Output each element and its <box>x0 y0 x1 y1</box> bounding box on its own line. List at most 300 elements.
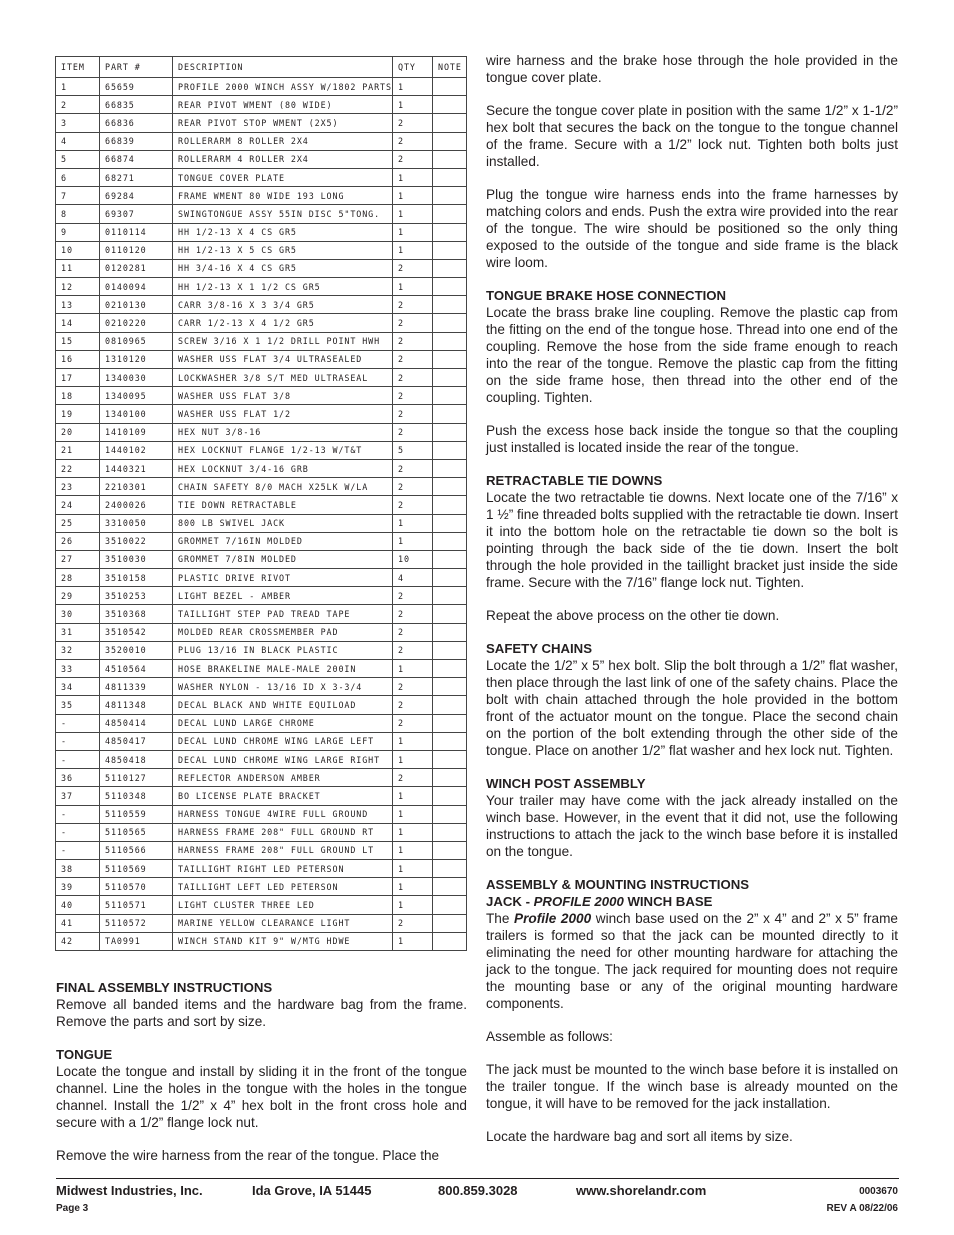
cell-part-number: 3510030 <box>100 550 173 568</box>
profile-heading-text: PROFILE 2000 <box>533 894 624 909</box>
cell-item: 13 <box>56 296 100 314</box>
cell-item: 28 <box>56 569 100 587</box>
cell-qty: 2 <box>393 641 433 659</box>
cell-item: 34 <box>56 678 100 696</box>
cell-qty: 1 <box>393 823 433 841</box>
tongue-wire-text: Remove the wire harness from the rear of the tongue. Place the <box>56 1148 440 1163</box>
table-row <box>56 78 467 96</box>
cell-description: HARNESS FRAME 208" FULL GROUND RT <box>173 823 393 841</box>
cell-qty: 1 <box>393 241 433 259</box>
assemble-text: Assemble as follows: <box>486 1029 613 1044</box>
cell-qty: 2 <box>393 714 433 732</box>
cell-note <box>433 387 467 405</box>
cell-description: GROMMET 7/8IN MOLDED <box>173 550 393 568</box>
cell-part-number: 5110572 <box>100 914 173 932</box>
cell-qty: 1 <box>393 514 433 532</box>
cell-part-number: 3510368 <box>100 605 173 623</box>
header-note: NOTE <box>433 57 467 78</box>
footer-city: Ida Grove, IA 51445 <box>252 1183 372 1198</box>
cell-part-number: 5110569 <box>100 860 173 878</box>
table-row <box>56 932 467 950</box>
table-row <box>56 187 467 205</box>
cell-description: ROLLERARM 8 ROLLER 2X4 <box>173 132 393 150</box>
cell-qty: 1 <box>393 78 433 96</box>
cell-item: 2 <box>56 96 100 114</box>
cell-item: - <box>56 714 100 732</box>
table-row <box>56 459 467 477</box>
cell-description: LIGHT BEZEL - AMBER <box>173 587 393 605</box>
cell-note <box>433 332 467 350</box>
right-text-column <box>486 52 898 1145</box>
cell-description: REAR PIVOT WMENT (80 WIDE) <box>173 96 393 114</box>
cell-note <box>433 350 467 368</box>
hardware-bag-text: Locate the hardware bag and sort all items by size. <box>486 1129 793 1144</box>
cell-note <box>433 932 467 950</box>
cell-part-number: 3510542 <box>100 623 173 641</box>
cell-part-number: 1440102 <box>100 441 173 459</box>
cell-item: 35 <box>56 696 100 714</box>
cell-part-number: 5110348 <box>100 787 173 805</box>
cell-part-number: 3510158 <box>100 569 173 587</box>
cell-qty: 2 <box>393 405 433 423</box>
cell-qty: 2 <box>393 332 433 350</box>
table-row <box>56 860 467 878</box>
cell-description: TAILLIGHT STEP PAD TREAD TAPE <box>173 605 393 623</box>
cell-item: 24 <box>56 496 100 514</box>
cell-item: 19 <box>56 405 100 423</box>
cell-qty: 2 <box>393 259 433 277</box>
tongue-text: Locate the tongue and install by sliding it in the front of the tongue channel. Line the holes in the tongue with the holes in the tongue channel. Install the 1/2” x 4” hex bolt in the front cross hole and secure with a 1/2” flange lock nut. <box>56 1064 467 1130</box>
cell-part-number: 1340030 <box>100 369 173 387</box>
table-row <box>56 605 467 623</box>
cell-note <box>433 696 467 714</box>
cell-qty: 1 <box>393 896 433 914</box>
table-row <box>56 896 467 914</box>
cell-note <box>433 896 467 914</box>
footer-revision: REV A 08/22/06 <box>826 1203 898 1214</box>
cell-note <box>433 514 467 532</box>
cell-item: 37 <box>56 787 100 805</box>
cell-item: 26 <box>56 532 100 550</box>
cell-note <box>433 823 467 841</box>
cell-item: 4 <box>56 132 100 150</box>
cell-note <box>433 259 467 277</box>
cell-qty: 2 <box>393 769 433 787</box>
cell-qty: 2 <box>393 387 433 405</box>
cell-note <box>433 78 467 96</box>
cell-part-number: 0210130 <box>100 296 173 314</box>
table-row <box>56 132 467 150</box>
cell-note <box>433 587 467 605</box>
table-row <box>56 550 467 568</box>
cell-description: HH 3/4-16 X 4 CS GR5 <box>173 259 393 277</box>
cell-description: HEX LOCKNUT FLANGE 1/2-13 W/T&T <box>173 441 393 459</box>
safety-chains-heading: SAFETY CHAINS <box>486 641 593 656</box>
cell-item: 30 <box>56 605 100 623</box>
cell-qty: 1 <box>393 187 433 205</box>
cell-description: CARR 3/8-16 X 3 3/4 GR5 <box>173 296 393 314</box>
cell-note <box>433 187 467 205</box>
cover-plate-text: Secure the tongue cover plate in position with the same 1/2” x 1-1/2” hex bolt that secures the back on the tongue to the tongue channel of the frame. Secure with a 1/2” lock nut. Tighten both bolts just installed. <box>486 103 898 169</box>
cell-part-number: 0210220 <box>100 314 173 332</box>
cell-part-number: 5110566 <box>100 841 173 859</box>
cell-part-number: 0120281 <box>100 259 173 277</box>
table-row <box>56 587 467 605</box>
cell-item: 33 <box>56 660 100 678</box>
cell-qty: 2 <box>393 605 433 623</box>
jack-winch-heading <box>486 893 898 910</box>
cell-part-number: 3520010 <box>100 641 173 659</box>
cell-item: - <box>56 732 100 750</box>
cell-qty: 1 <box>393 96 433 114</box>
cell-item: 1 <box>56 78 100 96</box>
cell-qty: 1 <box>393 787 433 805</box>
footer-doc-number: 0003670 <box>859 1186 898 1197</box>
cell-item: 22 <box>56 459 100 477</box>
cell-item: 7 <box>56 187 100 205</box>
cell-item: 29 <box>56 587 100 605</box>
cell-description: CHAIN SAFETY 8/0 MACH X25LK W/LA <box>173 478 393 496</box>
table-row <box>56 878 467 896</box>
brake-hose-push-text: Push the excess hose back inside the tongue so that the coupling just installed is located inside the rear of the tongue. <box>486 423 898 455</box>
cell-part-number: 4510564 <box>100 660 173 678</box>
cell-note <box>433 750 467 768</box>
cell-qty: 4 <box>393 569 433 587</box>
wire-harness-text: wire harness and the brake hose through the hole provided in the tongue cover plate. <box>486 53 898 85</box>
cell-qty: 1 <box>393 860 433 878</box>
table-row <box>56 750 467 768</box>
cell-qty: 2 <box>393 423 433 441</box>
table-row <box>56 769 467 787</box>
cell-item: 11 <box>56 259 100 277</box>
cell-description: WASHER USS FLAT 1/2 <box>173 405 393 423</box>
cell-description: PLASTIC DRIVE RIVOT <box>173 569 393 587</box>
cell-part-number: 4850418 <box>100 750 173 768</box>
table-row <box>56 805 467 823</box>
table-row <box>56 823 467 841</box>
table-row <box>56 914 467 932</box>
cell-description: LIGHT CLUSTER THREE LED <box>173 896 393 914</box>
cell-part-number: 5110127 <box>100 769 173 787</box>
final-assembly-text: Remove all banded items and the hardware bag from the frame. Remove the parts and sort by size. <box>56 997 467 1029</box>
table-row <box>56 369 467 387</box>
cell-item: 41 <box>56 914 100 932</box>
left-text-column <box>56 979 467 1164</box>
header-item: ITEM <box>56 57 100 78</box>
cell-item: 6 <box>56 168 100 186</box>
table-row <box>56 660 467 678</box>
cell-part-number: 3310050 <box>100 514 173 532</box>
cell-part-number: 66836 <box>100 114 173 132</box>
cell-description: CARR 1/2-13 X 4 1/2 GR5 <box>173 314 393 332</box>
footer-page-number: Page 3 <box>56 1203 89 1214</box>
jack-heading-prefix: JACK - <box>486 894 534 909</box>
table-row <box>56 787 467 805</box>
cell-item: 42 <box>56 932 100 950</box>
cell-note <box>433 296 467 314</box>
cell-description: ROLLERARM 4 ROLLER 2X4 <box>173 150 393 168</box>
cell-note <box>433 550 467 568</box>
cell-item: 9 <box>56 223 100 241</box>
header-description: DESCRIPTION <box>173 57 393 78</box>
cell-description: TAILLIGHT RIGHT LED PETERSON <box>173 860 393 878</box>
cell-qty: 2 <box>393 478 433 496</box>
cell-qty: 1 <box>393 278 433 296</box>
cell-note <box>433 660 467 678</box>
footer-divider <box>56 1178 899 1179</box>
cell-description: DECAL LUND CHROME WING LARGE RIGHT <box>173 750 393 768</box>
cell-note <box>433 714 467 732</box>
cell-qty: 1 <box>393 750 433 768</box>
cell-qty: 1 <box>393 932 433 950</box>
cell-part-number: 4850414 <box>100 714 173 732</box>
cell-part-number: 5110571 <box>100 896 173 914</box>
cell-description: REFLECTOR ANDERSON AMBER <box>173 769 393 787</box>
table-row <box>56 241 467 259</box>
cell-qty: 1 <box>393 205 433 223</box>
cell-note <box>433 441 467 459</box>
cell-qty: 2 <box>393 678 433 696</box>
table-row <box>56 387 467 405</box>
cell-description: TAILLIGHT LEFT LED PETERSON <box>173 878 393 896</box>
mounting-heading: ASSEMBLY & MOUNTING INSTRUCTIONS <box>486 877 750 892</box>
cell-part-number: 1440321 <box>100 459 173 477</box>
cell-part-number: 0110114 <box>100 223 173 241</box>
cell-note <box>433 114 467 132</box>
cell-part-number: TA0991 <box>100 932 173 950</box>
cell-description: TONGUE COVER PLATE <box>173 168 393 186</box>
cell-note <box>433 278 467 296</box>
cell-qty: 1 <box>393 732 433 750</box>
table-row <box>56 696 467 714</box>
cell-part-number: 66874 <box>100 150 173 168</box>
brake-hose-text: Locate the brass brake line coupling. Remove the plastic cap from the fitting on the end of the tongue hose. Thread into one end of the coupling. Remove the hose from the side frame enough to reach into the rear of the tongue. Remove the plastic cap from the fitting on the side frame hose, then thread into the other end of the coupling. Tighten. <box>486 305 898 405</box>
table-row <box>56 569 467 587</box>
cell-part-number: 5110570 <box>100 878 173 896</box>
cell-note <box>433 241 467 259</box>
table-row <box>56 441 467 459</box>
cell-item: 15 <box>56 332 100 350</box>
cell-item: - <box>56 823 100 841</box>
cell-description: HOSE BRAKELINE MALE-MALE 200IN <box>173 660 393 678</box>
table-row <box>56 732 467 750</box>
cell-note <box>433 787 467 805</box>
cell-qty: 1 <box>393 805 433 823</box>
cell-note <box>433 878 467 896</box>
table-row <box>56 259 467 277</box>
cell-item: 10 <box>56 241 100 259</box>
cell-description: TIE DOWN RETRACTABLE <box>173 496 393 514</box>
cell-description: PLUG 13/16 IN BLACK PLASTIC <box>173 641 393 659</box>
cell-item: 16 <box>56 350 100 368</box>
table-row <box>56 223 467 241</box>
table-row <box>56 278 467 296</box>
cell-note <box>433 478 467 496</box>
cell-part-number: 0140094 <box>100 278 173 296</box>
table-row <box>56 423 467 441</box>
cell-note <box>433 569 467 587</box>
table-row <box>56 314 467 332</box>
table-row <box>56 296 467 314</box>
cell-note <box>433 623 467 641</box>
cell-item: 32 <box>56 641 100 659</box>
cell-item: - <box>56 805 100 823</box>
cell-note <box>433 369 467 387</box>
cell-qty: 2 <box>393 150 433 168</box>
cell-item: 39 <box>56 878 100 896</box>
cell-description: SWINGTONGUE ASSY 55IN DISC 5"TONG. <box>173 205 393 223</box>
cell-qty: 2 <box>393 496 433 514</box>
cell-description: SCREW 3/16 X 1 1/2 DRILL POINT HWH <box>173 332 393 350</box>
cell-description: PROFILE 2000 WINCH ASSY W/1802 PARTS <box>173 78 393 96</box>
cell-description: DECAL BLACK AND WHITE EQUILOAD <box>173 696 393 714</box>
cell-note <box>433 496 467 514</box>
cell-description: HH 1/2-13 X 5 CS GR5 <box>173 241 393 259</box>
cell-part-number: 0110120 <box>100 241 173 259</box>
table-row <box>56 350 467 368</box>
table-row <box>56 678 467 696</box>
cell-qty: 1 <box>393 223 433 241</box>
cell-part-number: 3510022 <box>100 532 173 550</box>
cell-item: 17 <box>56 369 100 387</box>
cell-note <box>433 423 467 441</box>
cell-qty: 2 <box>393 587 433 605</box>
cell-description: WASHER NYLON - 13/16 ID X 3-3/4 <box>173 678 393 696</box>
table-row <box>56 714 467 732</box>
cell-description: REAR PIVOT STOP WMENT (2X5) <box>173 114 393 132</box>
cell-part-number: 65659 <box>100 78 173 96</box>
cell-description: 800 LB SWIVEL JACK <box>173 514 393 532</box>
winch-base-text-c: winch base used on the 2” x 4” and 2” x 5” frame trailers is formed so that the jack can be mounted directly to it eliminating the need for other mounting hardware for attaching the jack to the tongue. The jack required for mounting does not require the mounting base or any of the original mounting hardware components. <box>486 911 898 1011</box>
table-row <box>56 332 467 350</box>
cell-description: HH 1/2-13 X 4 CS GR5 <box>173 223 393 241</box>
header-qty: QTY <box>393 57 433 78</box>
cell-description: GROMMET 7/16IN MOLDED <box>173 532 393 550</box>
winch-base-text <box>486 910 898 1012</box>
cell-qty: 1 <box>393 168 433 186</box>
table-row <box>56 114 467 132</box>
cell-qty: 2 <box>393 350 433 368</box>
cell-qty: 2 <box>393 914 433 932</box>
cell-qty: 2 <box>393 314 433 332</box>
cell-note <box>433 841 467 859</box>
cell-item: 21 <box>56 441 100 459</box>
cell-note <box>433 405 467 423</box>
table-row <box>56 168 467 186</box>
cell-part-number: 69307 <box>100 205 173 223</box>
cell-qty: 2 <box>393 623 433 641</box>
cell-qty: 2 <box>393 459 433 477</box>
cell-note <box>433 860 467 878</box>
cell-qty: 2 <box>393 296 433 314</box>
cell-note <box>433 168 467 186</box>
cell-item: 12 <box>56 278 100 296</box>
cell-qty: 2 <box>393 369 433 387</box>
cell-part-number: 4811339 <box>100 678 173 696</box>
cell-item: 14 <box>56 314 100 332</box>
table-row <box>56 150 467 168</box>
footer-company: Midwest Industries, Inc. <box>56 1183 203 1198</box>
cell-part-number: 2210301 <box>100 478 173 496</box>
cell-item: 27 <box>56 550 100 568</box>
parts-list-table <box>55 56 467 951</box>
cell-part-number: 66839 <box>100 132 173 150</box>
cell-description: DECAL LUND CHROME WING LARGE LEFT <box>173 732 393 750</box>
footer-phone: 800.859.3028 <box>438 1183 518 1198</box>
cell-description: BO LICENSE PLATE BRACKET <box>173 787 393 805</box>
cell-item: 25 <box>56 514 100 532</box>
cell-item: 20 <box>56 423 100 441</box>
tie-downs-heading: RETRACTABLE TIE DOWNS <box>486 473 663 488</box>
cell-item: 23 <box>56 478 100 496</box>
cell-part-number: 4811348 <box>100 696 173 714</box>
cell-note <box>433 150 467 168</box>
cell-qty: 1 <box>393 660 433 678</box>
cell-item: 40 <box>56 896 100 914</box>
cell-note <box>433 205 467 223</box>
cell-description: DECAL LUND LARGE CHROME <box>173 714 393 732</box>
cell-part-number: 0810965 <box>100 332 173 350</box>
cell-description: HEX LOCKNUT 3/4-16 GRB <box>173 459 393 477</box>
cell-note <box>433 805 467 823</box>
cell-description: HH 1/2-13 X 1 1/2 CS GR5 <box>173 278 393 296</box>
tie-downs-repeat-text: Repeat the above process on the other tie down. <box>486 608 780 623</box>
cell-qty: 2 <box>393 696 433 714</box>
header-part-number: PART # <box>100 57 173 78</box>
table-header-row <box>56 57 467 78</box>
cell-note <box>433 914 467 932</box>
tongue-heading: TONGUE <box>56 1047 113 1062</box>
cell-note <box>433 96 467 114</box>
cell-note <box>433 132 467 150</box>
cell-note <box>433 223 467 241</box>
cell-note <box>433 732 467 750</box>
cell-note <box>433 641 467 659</box>
profile-2000-emphasis: Profile 2000 <box>514 911 592 926</box>
table-row <box>56 478 467 496</box>
cell-part-number: 68271 <box>100 168 173 186</box>
cell-qty: 2 <box>393 114 433 132</box>
plug-harness-text: Plug the tongue wire harness ends into the frame harnesses by matching colors and ends. Push the extra wire provided into the rear of the tongue. The wire should be positioned so the only thing exposed to the outside of the tongue and side frame is the black wire loom. <box>486 187 898 270</box>
table-row <box>56 641 467 659</box>
cell-item: 8 <box>56 205 100 223</box>
cell-description: WASHER USS FLAT 3/8 <box>173 387 393 405</box>
cell-note <box>433 314 467 332</box>
cell-item: 31 <box>56 623 100 641</box>
table-row <box>56 96 467 114</box>
cell-item: 36 <box>56 769 100 787</box>
table-row <box>56 405 467 423</box>
cell-description: WINCH STAND KIT 9" W/MTG HDWE <box>173 932 393 950</box>
cell-item: - <box>56 750 100 768</box>
cell-qty: 1 <box>393 878 433 896</box>
cell-note <box>433 678 467 696</box>
cell-part-number: 69284 <box>100 187 173 205</box>
cell-part-number: 66835 <box>100 96 173 114</box>
cell-description: WASHER USS FLAT 3/4 ULTRASEALED <box>173 350 393 368</box>
cell-part-number: 1310120 <box>100 350 173 368</box>
cell-description: MARINE YELLOW CLEARANCE LIGHT <box>173 914 393 932</box>
cell-part-number: 1340095 <box>100 387 173 405</box>
footer-website: www.shorelandr.com <box>576 1183 707 1198</box>
final-assembly-heading: FINAL ASSEMBLY INSTRUCTIONS <box>56 980 273 995</box>
tie-downs-text: Locate the two retractable tie downs. Next locate one of the 7/16” x 1 ½” fine threaded bolts supplied with the retractable tie down. Insert it into the bottom hole on the retractable tie down so the bolt is pointing through the back side of the tie down. Insert the bolt through the hole provided in the taillight bracket just inside the side frame. Secure with the 7/16” flange lock nut. Tighten. <box>486 490 898 590</box>
jack-mount-text: The jack must be mounted to the winch base before it is installed on the trailer tongue. If the winch base is already mounted on the tongue, it will have to be removed for the jack installation. <box>486 1062 898 1111</box>
cell-description: MOLDED REAR CROSSMEMBER PAD <box>173 623 393 641</box>
cell-note <box>433 769 467 787</box>
cell-qty: 5 <box>393 441 433 459</box>
cell-qty: 1 <box>393 841 433 859</box>
